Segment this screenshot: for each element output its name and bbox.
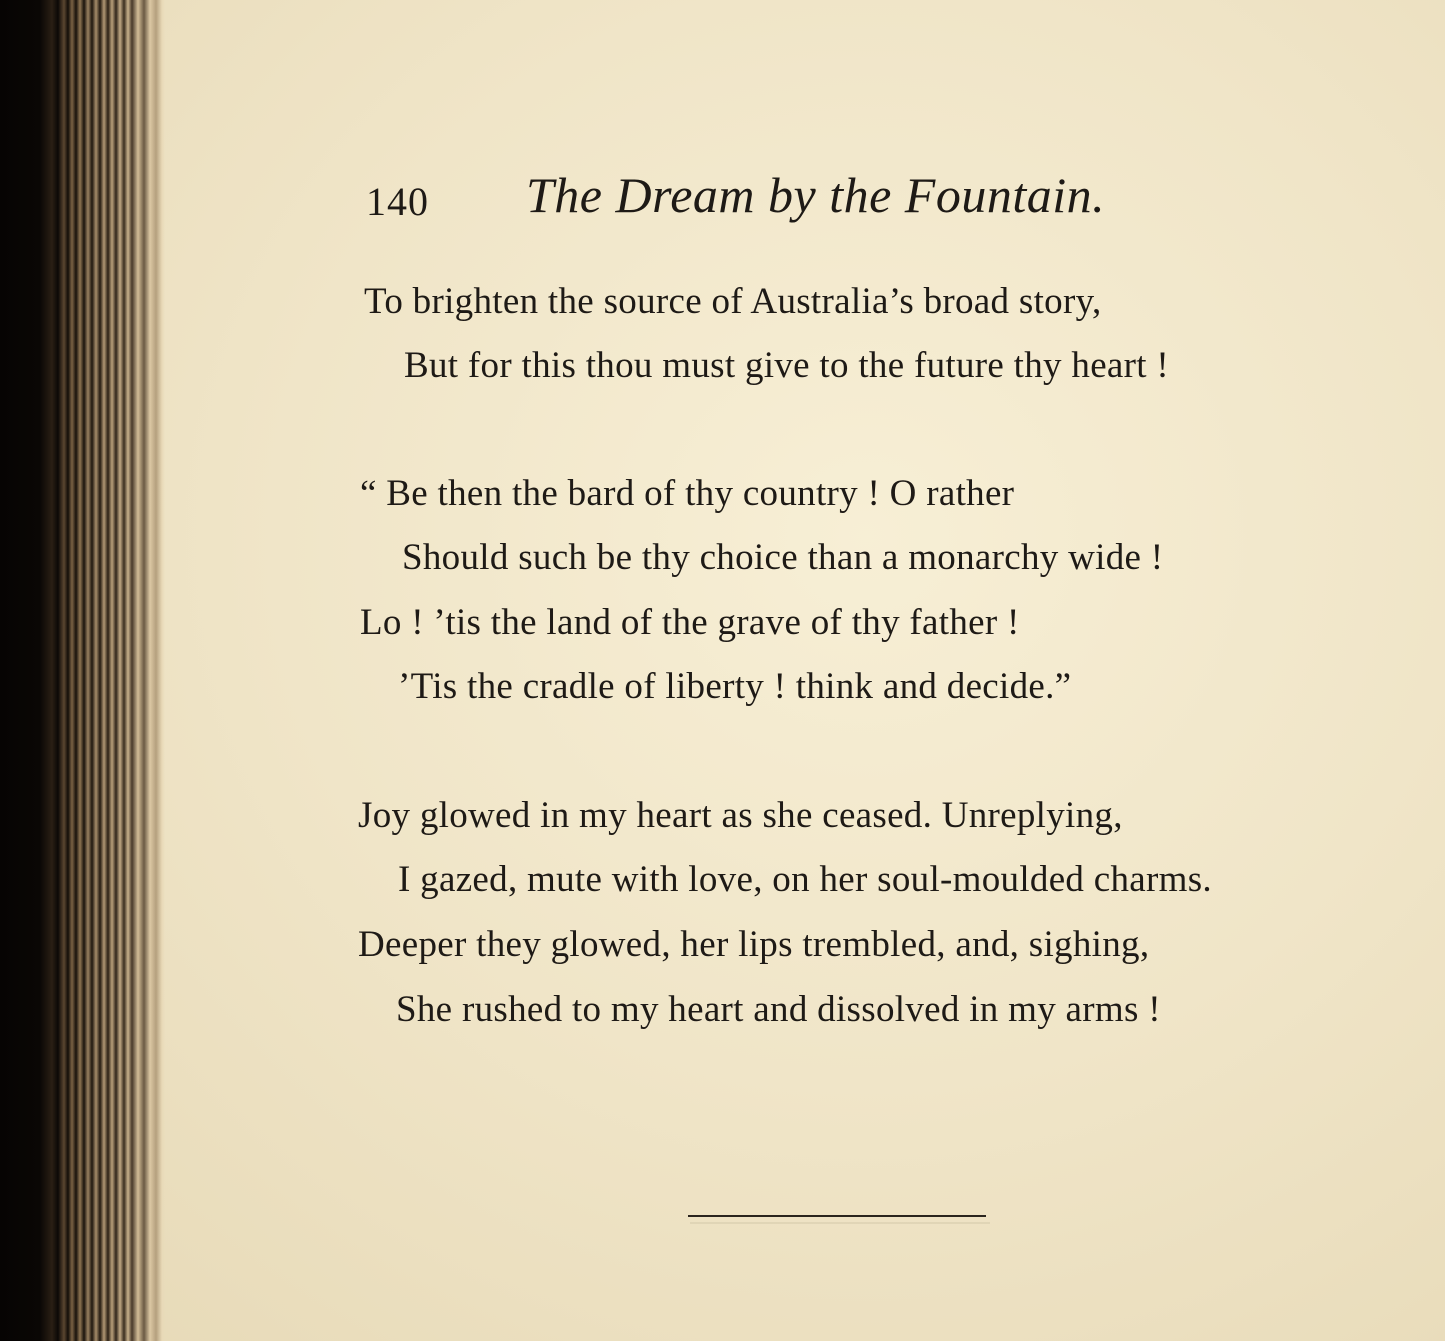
poem-line: To brighten the source of Australia’s broad story, xyxy=(364,281,1102,322)
poem-line: But for this thou must give to the future thy heart ! xyxy=(404,345,1170,386)
page-number: 140 xyxy=(366,179,429,224)
poem-line: Joy glowed in my heart as she ceased. Unreplying, xyxy=(358,795,1123,836)
page-edges xyxy=(0,0,165,1341)
poem-line: Lo ! ’tis the land of the grave of thy father ! xyxy=(360,602,1020,643)
show-through-rule xyxy=(690,1222,990,1224)
poem-line: She rushed to my heart and dissolved in my arms ! xyxy=(396,989,1161,1030)
running-title: The Dream by the Fountain. xyxy=(526,167,1106,223)
poem-line: Deeper they glowed, her lips trembled, and, sighing, xyxy=(358,924,1150,965)
poem-line: “ Be then the bard of thy country ! O rather xyxy=(360,473,1015,514)
poem-line: I gazed, mute with love, on her soul-moulded charms. xyxy=(398,859,1212,900)
poem-line: ’Tis the cradle of liberty ! think and decide.” xyxy=(398,666,1072,707)
end-rule xyxy=(688,1215,986,1217)
poem-line: Should such be thy choice than a monarchy wide ! xyxy=(402,537,1164,578)
